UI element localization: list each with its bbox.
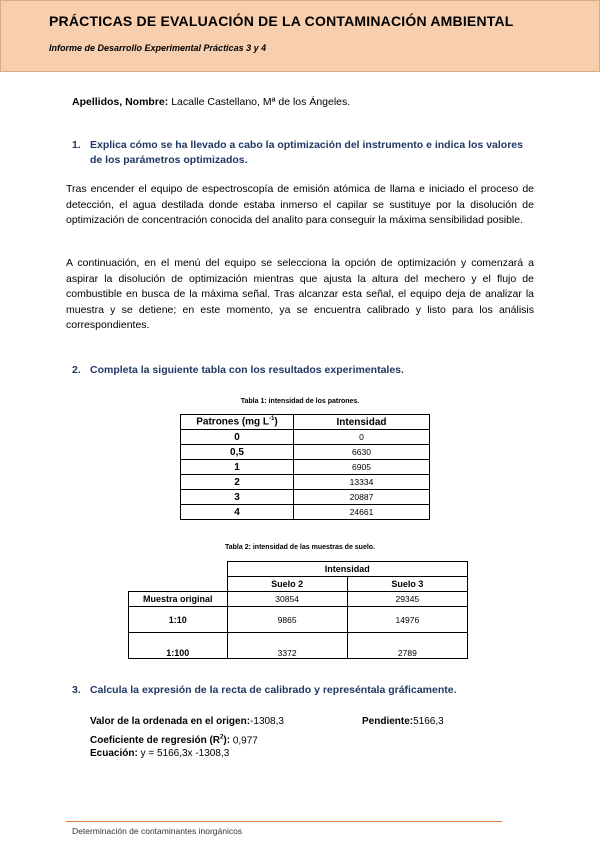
- table-2-empty-corner: [129, 562, 228, 577]
- table-cell: 29345: [347, 592, 467, 607]
- table-cell: 3372: [227, 633, 347, 659]
- footer-divider: [66, 821, 502, 822]
- intercept-label: Valor de la ordenada en el origen:: [90, 716, 251, 727]
- intercept-value: -1308,3: [250, 716, 284, 727]
- table-2-caption: Tabla 2: intensidad de las muestras de suelo.: [224, 544, 376, 551]
- table-1-header-row: [181, 415, 430, 430]
- question-3-number: 3.: [72, 684, 81, 696]
- table-2-header-suelo2: Suelo 2: [227, 577, 347, 592]
- table-cell: Muestra original: [129, 592, 228, 607]
- question-2-number: 2.: [72, 364, 81, 376]
- table-row: [181, 475, 430, 490]
- slope-label: Pendiente:: [362, 716, 414, 727]
- intercept-line: [90, 714, 284, 730]
- r2-value: 0,977: [230, 735, 258, 747]
- question-1-line2: de los parámetros optimizados.: [90, 154, 248, 166]
- table-cell: 6905: [294, 460, 430, 475]
- table-2-group-header: Intensidad: [227, 562, 468, 577]
- table-cell: 6630: [294, 445, 430, 460]
- table-1: [180, 414, 430, 520]
- table-cell: 13334: [294, 475, 430, 490]
- equation-label: Ecuación:: [90, 748, 138, 759]
- table-2: [128, 561, 468, 659]
- table-row: [129, 633, 468, 659]
- table-row: [181, 505, 430, 520]
- r2-label: Coeficiente de regresión $(R^2)$:: [90, 735, 231, 747]
- author-label: Apellidos, Nombre:: [72, 96, 169, 108]
- question-1-number: 1.: [72, 139, 81, 151]
- question-2-text: Completa la siguiente tabla con los resultados experimentales.: [90, 364, 404, 376]
- table-row: [129, 592, 468, 607]
- table-cell: 20887: [294, 490, 430, 505]
- table-cell: 4: [181, 505, 294, 520]
- question-3-text: Calcula la expresión de la recta de calibrado y represéntala gráficamente.: [90, 684, 457, 696]
- question-1-text: [90, 138, 523, 168]
- page-header: [0, 0, 600, 72]
- document-title: PRÁCTICAS DE EVALUACIÓN DE LA CONTAMINACIÓN AMBIENTAL: [49, 13, 514, 29]
- table-cell: 0: [294, 430, 430, 445]
- table-cell: 3: [181, 490, 294, 505]
- question-1-line1: Explica cómo se ha llevado a cabo la optimización del instrumento e indica los valores: [90, 139, 523, 151]
- table-row: [181, 490, 430, 505]
- author-line: [72, 96, 350, 108]
- table-2-group-row: [129, 562, 468, 577]
- table-1-header-intensidad: Intensidad: [294, 415, 430, 430]
- table-1-header-patrones: Patrones (mg $L^{-1}$): [181, 415, 294, 430]
- table-cell: 24661: [294, 505, 430, 520]
- table-cell: 1: [181, 460, 294, 475]
- question-1: [72, 138, 542, 170]
- table-row: [181, 460, 430, 475]
- table-2-header-row: [129, 577, 468, 592]
- answer-1-paragraph-2: A continuación, en el menú del equipo se selecciona la opción de optimización y comenzará a aspirar la disolución de optimización mientras que ajusta la altura del mechero y el flujo de combustible en busca de la máxima señal. Tras alcanzar esta señal, el equipo deja de analizar la muestra y se detiene; en este momento, ya se encuentra calibrado y listo para los análisis correspondientes.: [66, 257, 534, 331]
- equation-line: [90, 746, 229, 762]
- table-cell: 2: [181, 475, 294, 490]
- slope-line: [362, 714, 444, 730]
- table-2-header-suelo3: Suelo 3: [347, 577, 467, 592]
- equation-value: y = 5166,3x -1308,3: [137, 748, 230, 759]
- answer-1-paragraph-1: Tras encender el equipo de espectroscopía de emisión atómica de llama e iniciado el proceso de detección, el agua destilada donde estaba inmerso el capilar se sustituye por la disolución de optimización de concentración conocida del analito para conseguir la máxima sensibilidad posible.: [66, 183, 534, 226]
- table-row: [181, 430, 430, 445]
- document-subtitle: Informe de Desarrollo Experimental Prácticas 3 y 4: [49, 43, 267, 53]
- table-cell: 0,5: [181, 445, 294, 460]
- page-footer: Determinación de contaminantes inorgánicos: [72, 826, 243, 836]
- table-cell: 14976: [347, 607, 467, 633]
- table-cell: 0: [181, 430, 294, 445]
- table-cell: 9865: [227, 607, 347, 633]
- author-value: Lacalle Castellano, Mª de los Ángeles.: [171, 96, 351, 108]
- table-cell: 1:10: [129, 607, 228, 633]
- table-cell: 2789: [347, 633, 467, 659]
- table-2-empty-corner: [129, 577, 228, 592]
- table-cell: 30854: [227, 592, 347, 607]
- table-row: [129, 607, 468, 633]
- table-1-caption: Tabla 1: intensidad de los patrones.: [240, 398, 360, 405]
- table-cell: 1:100: [129, 633, 228, 659]
- slope-value: 5166,3: [413, 716, 444, 727]
- table-row: [181, 445, 430, 460]
